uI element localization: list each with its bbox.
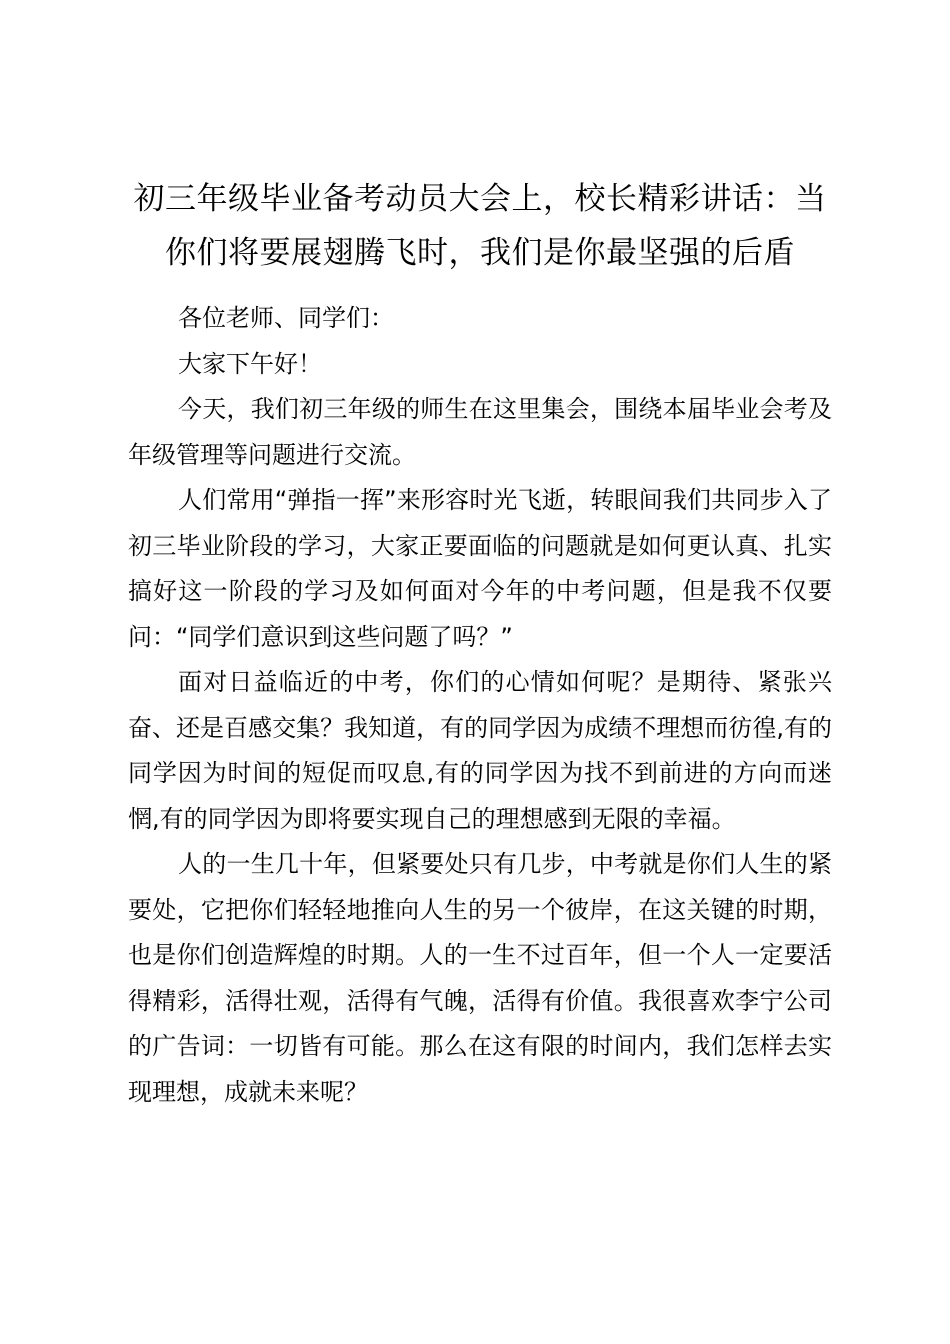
- paragraph-salutation: 各位老师、同学们：: [178, 304, 394, 332]
- paragraph-greeting: 大家下午好！: [178, 349, 322, 378]
- document-title: 初三年级毕业备考动员大会上，校长精彩讲话：当你们将要展翅腾飞时，我们是你最坚强的后盾: [133, 181, 827, 271]
- document-body: [128, 296, 832, 1115]
- paragraph-intro: 今天，我们初三年级的师生在这里集会，围绕本届毕业会考及年级管理等问题进行交流。: [128, 395, 832, 469]
- paragraph-exam-feelings: 面对日益临近的中考，你们的心情如何呢？是期待、紧张兴奋、还是百感交集？我知道，有的同学因为成绩不理想而彷徨,有的同学因为时间的短促而叹息,有的同学因为找不到前进的方向而迷惘,有的同学因为即将要实现自己的理想感到无限的幸福。: [128, 668, 832, 833]
- paragraph-life-key-moment: 人的一生几十年，但紧要处只有几步，中考就是你们人生的紧要处，它把你们轻轻地推向人生的另一个彼岸，在这关键的时期，也是你们创造辉煌的时期。人的一生不过百年，但一个人一定要活得精彩，活得壮观，活得有气魄，活得有价值。我很喜欢李宁公司的广告词：一切皆有可能。那么在这有限的时间内，我们怎样去实现理想，成就未来呢？: [128, 850, 832, 1106]
- paragraph-time-flies: 人们常用“弹指一挥”来形容时光飞逝，转眼间我们共同步入了初三毕业阶段的学习，大家正要面临的问题就是如何更认真、扎实搞好这一阶段的学习及如何面对今年的中考问题，但是我不仅要问：“同学们意识到这些问题了吗？”: [128, 486, 832, 651]
- document-page: [128, 172, 832, 1115]
